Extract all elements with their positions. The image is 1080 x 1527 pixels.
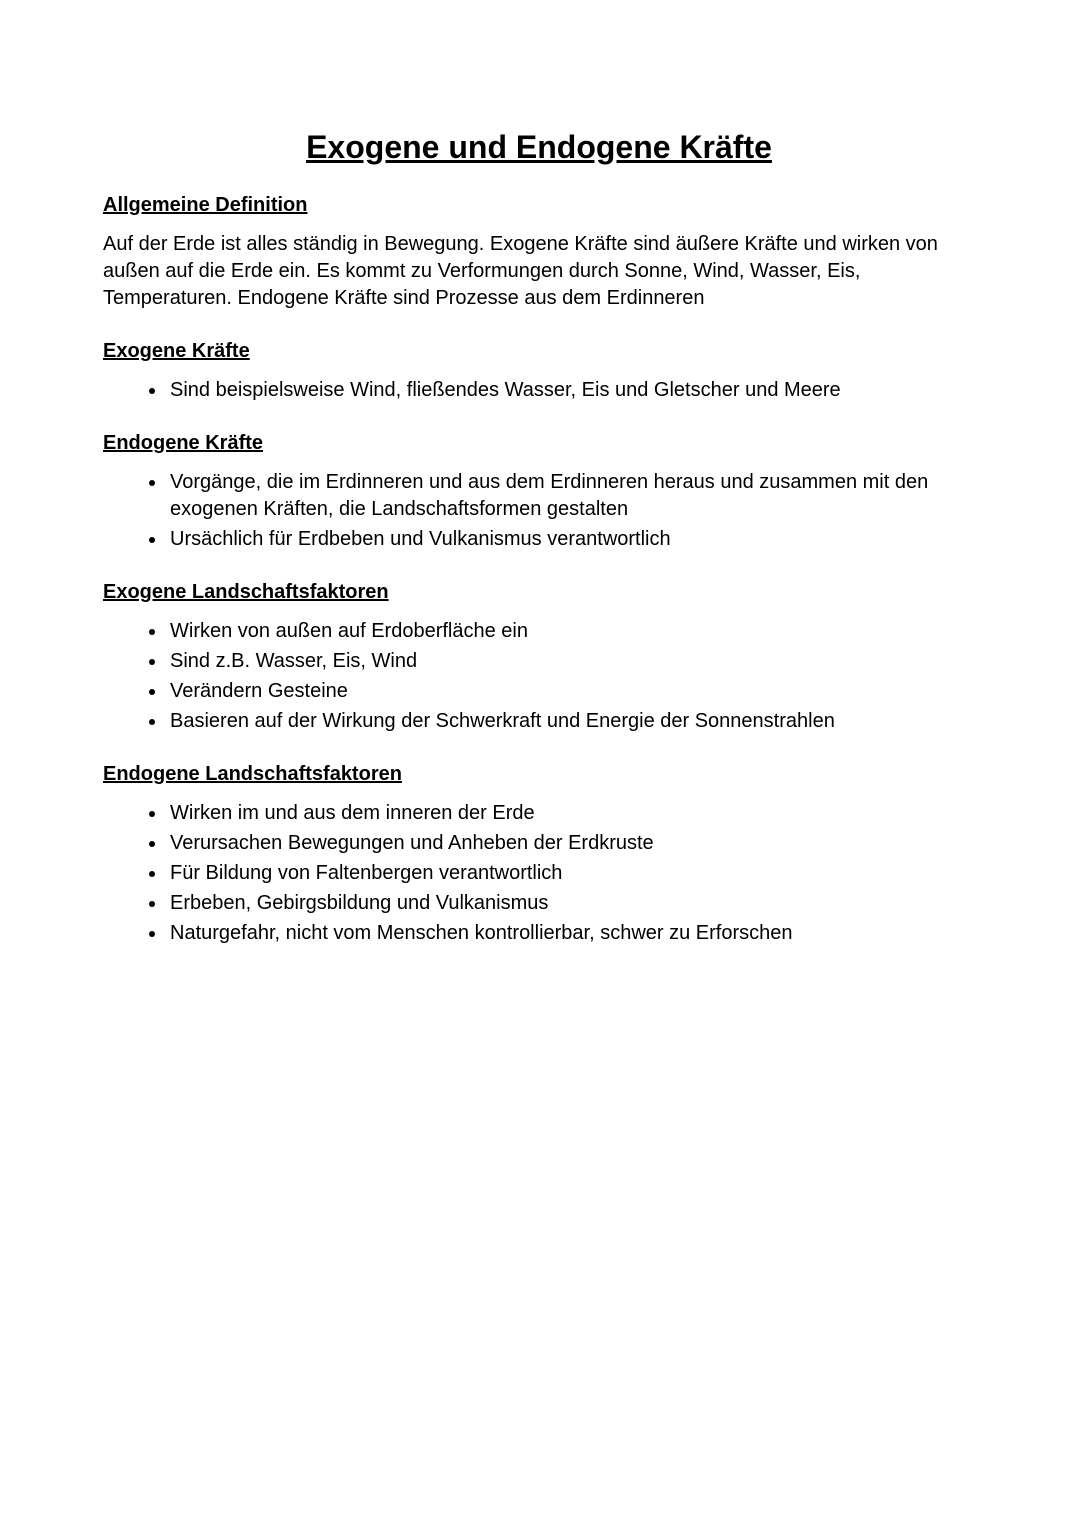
document-section [103,761,975,947]
document-section [103,430,975,553]
section-heading: Allgemeine Definition [103,194,308,217]
document-section [103,579,975,735]
bullet-item: • Erbeben, Gebirgsbildung und Vulkanismus [167,890,975,917]
document-section [103,338,975,404]
bullet-item: • Vorgänge, die im Erdinneren und aus dem Erdinneren heraus und zusammen mit den exogenen Kräften, die Landschaftsformen gestalten [167,469,975,523]
bullet-item: • Naturgefahr, nicht vom Menschen kontrollierbar, schwer zu Erforschen [167,920,975,947]
bullet-item: • Sind z.B. Wasser, Eis, Wind [167,648,975,675]
bullet-list [103,469,975,553]
bullet-item: • Basieren auf der Wirkung der Schwerkraft und Energie der Sonnenstrahlen [167,708,975,735]
sections-container [103,192,975,947]
section-heading: Exogene Landschaftsfaktoren [103,581,389,604]
bullet-item: • Sind beispielsweise Wind, fließendes Wasser, Eis und Gletscher und Meere [167,377,975,404]
bullet-list [103,618,975,735]
bullet-item: • Verursachen Bewegungen und Anheben der Erdkruste [167,830,975,857]
bullet-item: • Für Bildung von Faltenbergen verantwortlich [167,860,975,887]
section-heading: Exogene Kräfte [103,340,250,363]
bullet-list [103,800,975,947]
document-title: Exogene und Endogene Kräfte [306,129,772,165]
bullet-list [103,377,975,404]
section-heading: Endogene Landschaftsfaktoren [103,763,402,786]
bullet-item: • Verändern Gesteine [167,678,975,705]
section-paragraph: Auf der Erde ist alles ständig in Bewegung. Exogene Kräfte sind äußere Kräfte und wirken von außen auf die Erde ein. Es kommt zu Verformungen durch Sonne, Wind, Wasser, Eis, Temperaturen. Endogene Kräfte sind Prozesse aus dem Erdinneren [103,233,938,310]
bullet-item: • Wirken im und aus dem inneren der Erde [167,800,975,827]
document-section [103,192,975,312]
bullet-item: • Ursächlich für Erdbeben und Vulkanismus verantwortlich [167,526,975,553]
bullet-item: • Wirken von außen auf Erdoberfläche ein [167,618,975,645]
section-heading: Endogene Kräfte [103,432,264,455]
